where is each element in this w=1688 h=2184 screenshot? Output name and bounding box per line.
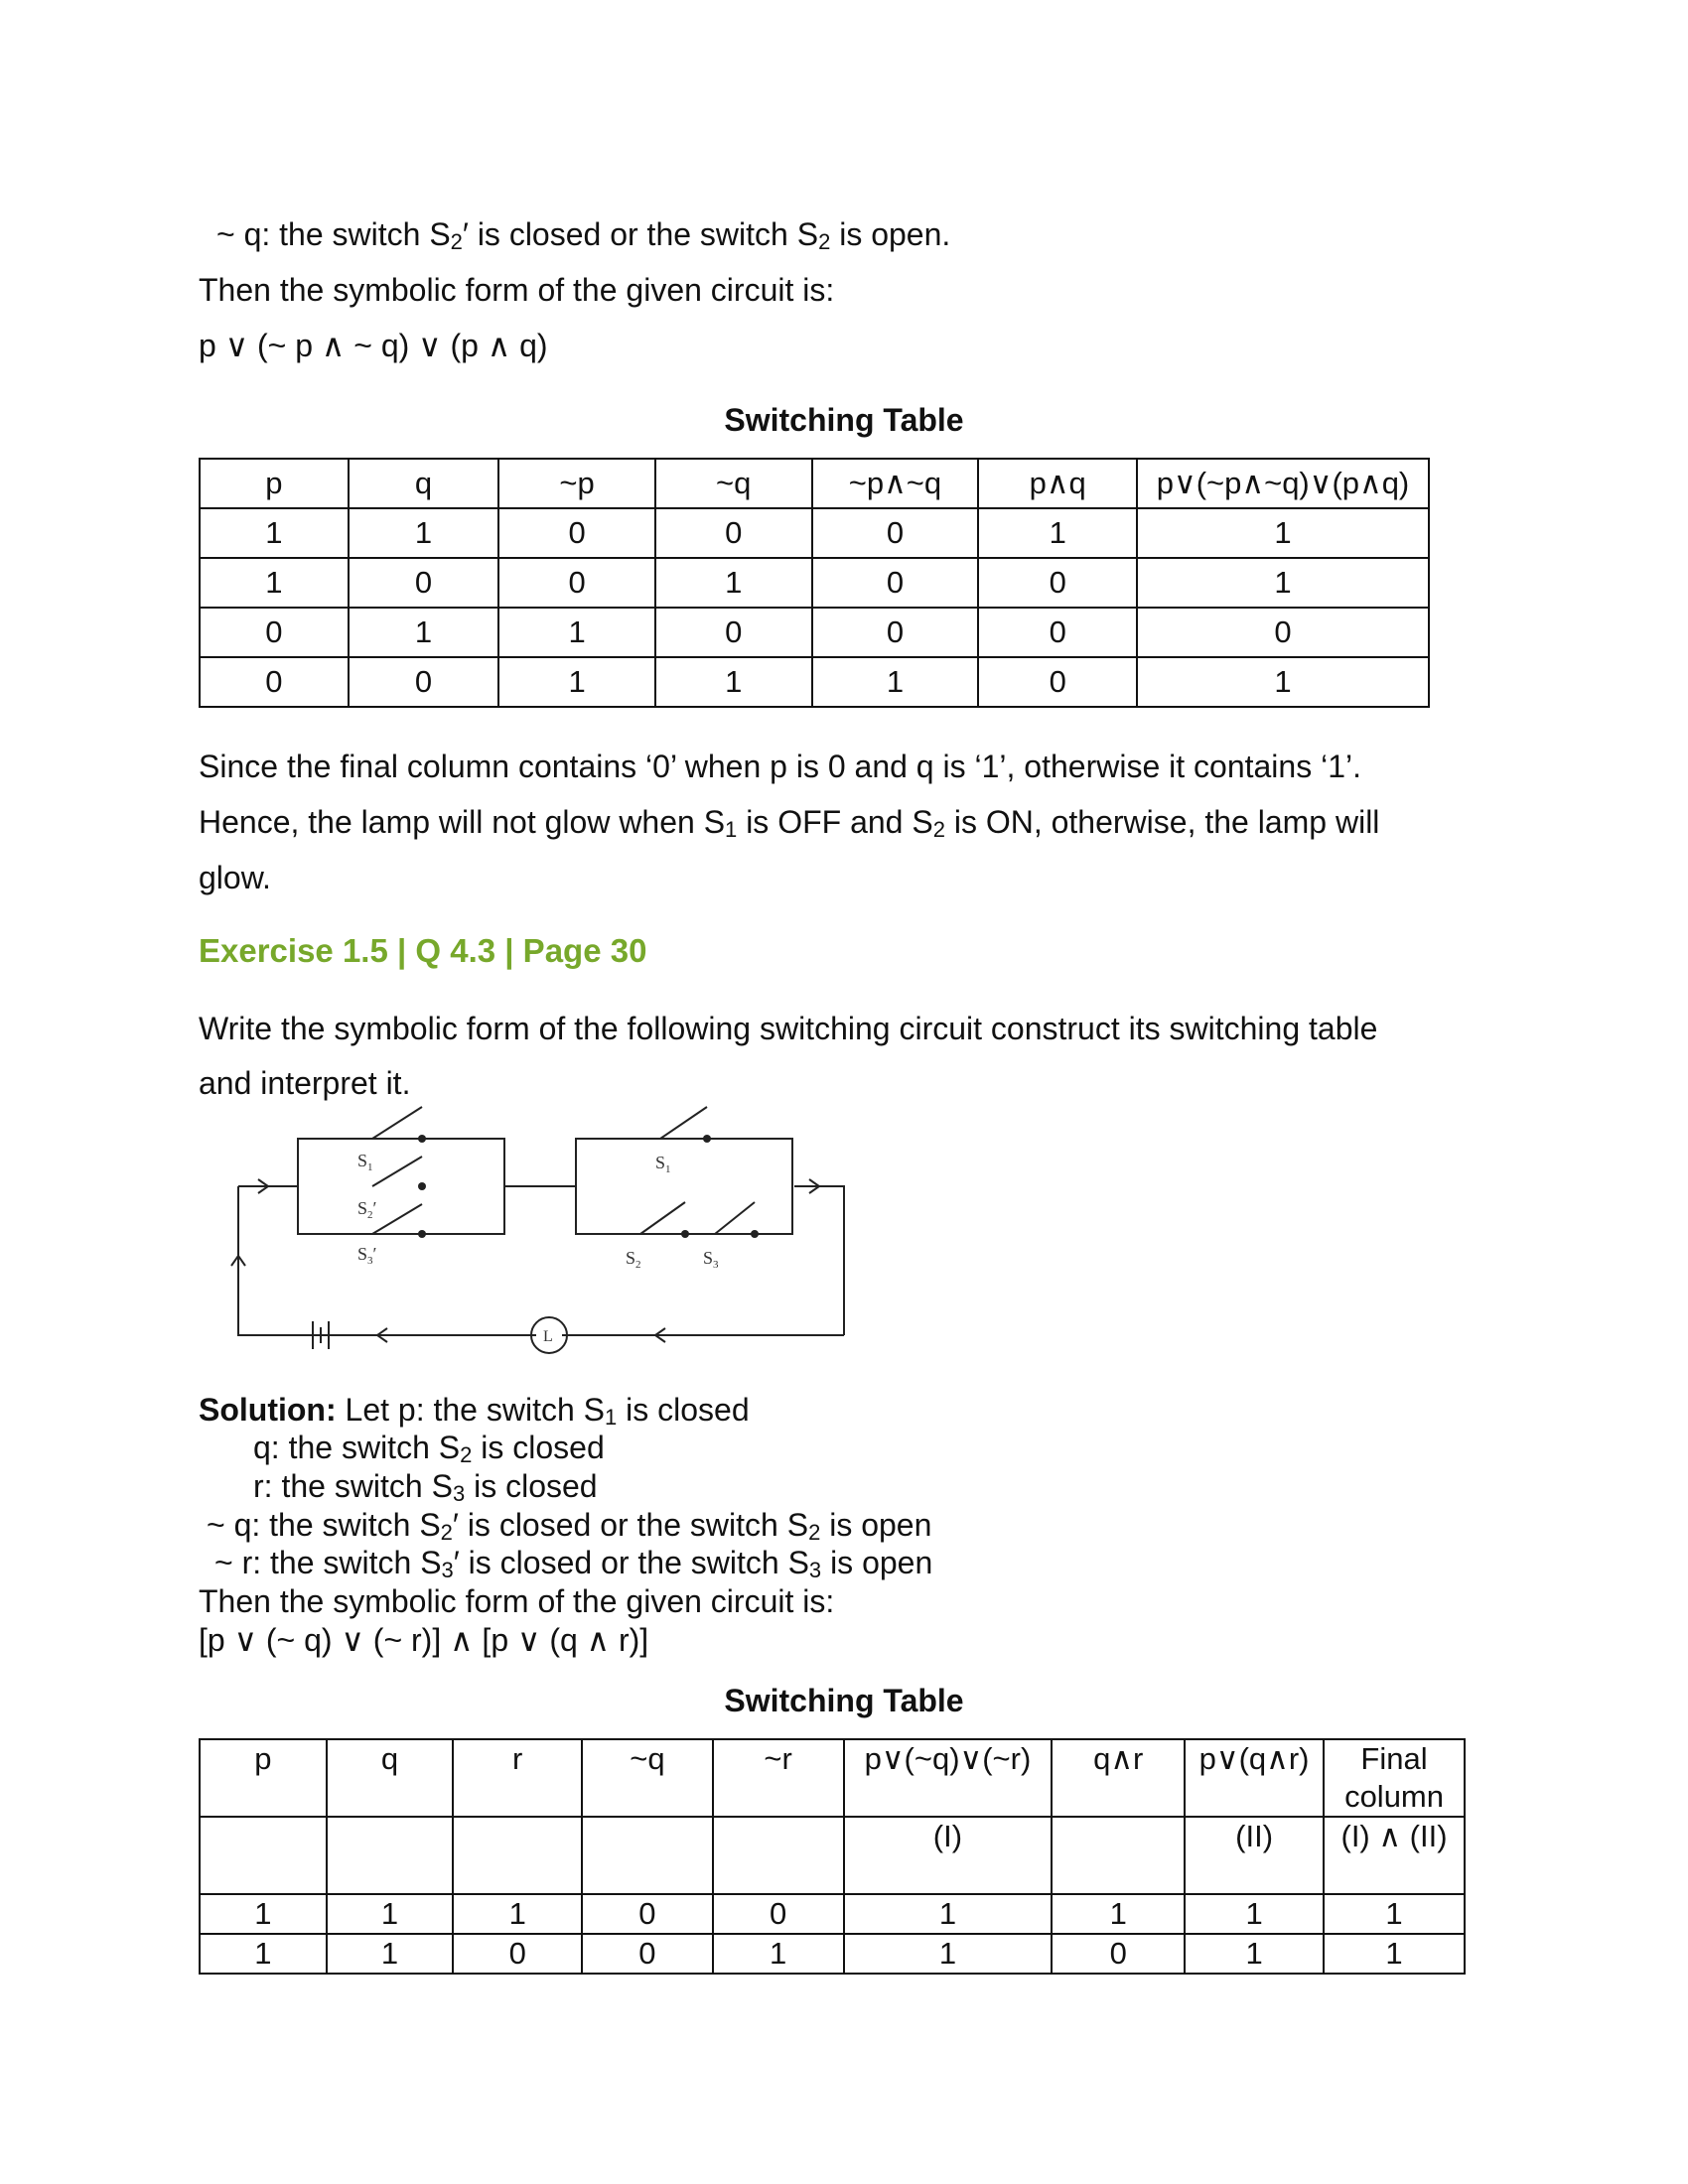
- table-row: [200, 608, 1429, 657]
- table-cell: 1: [200, 508, 349, 558]
- switch-contact: [751, 1230, 759, 1238]
- table2-header-cell: p∨(q∧r): [1185, 1739, 1324, 1817]
- table-cell: 1: [1137, 508, 1429, 558]
- table2-header-cell: ~q: [582, 1739, 713, 1817]
- table-cell: 0: [978, 608, 1137, 657]
- intro-line-2: Then the symbolic form of the given circuit is:: [199, 272, 835, 308]
- table1-header-cell: p∧q: [978, 459, 1137, 508]
- solution-label: Solution:: [199, 1392, 337, 1428]
- table-cell: 1: [327, 1894, 454, 1934]
- switching-circuit-diagram: [218, 1097, 874, 1365]
- switch-s2p-blade: [372, 1157, 422, 1186]
- table-row: [200, 558, 1429, 608]
- table2-subheader-cell: (II): [1185, 1817, 1324, 1894]
- table-cell: 1: [349, 508, 499, 558]
- table2-title: Switching Table: [724, 1683, 964, 1718]
- table2-header-row: [200, 1739, 1465, 1817]
- table2-subheader-cell: (I) ∧ (II): [1324, 1817, 1465, 1894]
- intro-line-1: ~ q: the switch $S_2'$ is closed or the switch $S_2$ is open.: [216, 216, 951, 254]
- table-cell: 0: [498, 558, 655, 608]
- table-cell: 0: [349, 657, 499, 707]
- lamp-label: L: [543, 1328, 553, 1345]
- table-cell: 0: [200, 608, 349, 657]
- solution-formula: [p ∨ (~ q) ∨ (~ r)] ∧ [p ∨ (q ∧ r)]: [199, 1622, 649, 1658]
- table2-subheader-cell: [200, 1817, 327, 1894]
- switch-label-s1-right: $S_1$: [655, 1153, 671, 1175]
- table-cell: 0: [655, 508, 812, 558]
- table-cell: 0: [812, 608, 979, 657]
- table2-header-cell: ~r: [713, 1739, 844, 1817]
- table2-subheader-cell: [582, 1817, 713, 1894]
- table-cell: 1: [1052, 1894, 1185, 1934]
- table-cell: 1: [1137, 657, 1429, 707]
- table-cell: 0: [349, 558, 499, 608]
- table-cell: 1: [655, 558, 812, 608]
- table-cell: 1: [200, 1894, 327, 1934]
- table2-subheader-cell: [713, 1817, 844, 1894]
- table-cell: 1: [200, 1934, 327, 1974]
- table1-header-cell: ~p: [498, 459, 655, 508]
- table-row: [200, 508, 1429, 558]
- switch-contact: [418, 1182, 426, 1190]
- interpretation-line-1: Since the final column contains ‘0’ when p is 0 and q is ‘1’, otherwise it contains ‘1’.: [199, 749, 1361, 784]
- table-cell: 0: [812, 508, 979, 558]
- parallel-block-right: [576, 1139, 792, 1234]
- question-line-1: Write the symbolic form of the following switching circuit construct its switching table: [199, 1011, 1378, 1046]
- table2-header-cell: p: [200, 1739, 327, 1817]
- table2-subheader-row: [200, 1817, 1465, 1894]
- table-cell: 1: [655, 657, 812, 707]
- table-cell: 1: [327, 1934, 454, 1974]
- table-cell: 1: [978, 508, 1137, 558]
- table-cell: 0: [582, 1934, 713, 1974]
- interpretation-line-2: Hence, the lamp will not glow when $S_1$ is OFF and $S_2$ is ON, otherwise, the lamp will: [199, 804, 1380, 842]
- table-cell: 1: [1324, 1934, 1465, 1974]
- table1-header-cell: p: [200, 459, 349, 508]
- table-cell: 0: [1137, 608, 1429, 657]
- table-cell: 1: [1324, 1894, 1465, 1934]
- table-cell: 1: [713, 1934, 844, 1974]
- switch-s1-blade: [372, 1107, 422, 1139]
- table-cell: 0: [200, 657, 349, 707]
- switch-contact: [418, 1230, 426, 1238]
- table2-header-cell: p∨(~q)∨(~r): [844, 1739, 1053, 1817]
- table-cell: 1: [498, 657, 655, 707]
- table1-header-cell: ~p∧~q: [812, 459, 979, 508]
- solution-line-1: Solution: Let p: the switch $S_1$ is closed: [199, 1392, 750, 1430]
- table2-header-cell: q∧r: [1052, 1739, 1185, 1817]
- table-row: [200, 1934, 1465, 1974]
- exercise-heading: Exercise 1.5 | Q 4.3 | Page 30: [199, 932, 647, 969]
- table-cell: 1: [844, 1934, 1053, 1974]
- table-cell: 1: [349, 608, 499, 657]
- switch-s1-right-blade: [660, 1107, 707, 1139]
- table-cell: 0: [713, 1894, 844, 1934]
- table-cell: 0: [978, 657, 1137, 707]
- switch-s3p-blade: [372, 1204, 422, 1234]
- switch-contact: [681, 1230, 689, 1238]
- solution-line-4: ~ q: the switch $S_2'$ is closed or the switch $S_2$ is open: [207, 1507, 932, 1545]
- table-cell: 0: [655, 608, 812, 657]
- table2-header-cell: r: [453, 1739, 582, 1817]
- switch-s2-blade: [640, 1202, 685, 1234]
- solution-line-3: r: the switch $S_3$ is closed: [253, 1468, 598, 1506]
- table1-header-cell: q: [349, 459, 499, 508]
- table1-header-cell: p∨(~p∧~q)∨(p∧q): [1137, 459, 1429, 508]
- table-cell: 1: [453, 1894, 582, 1934]
- table-cell: 1: [812, 657, 979, 707]
- switch-label-s2-prime: $S_2'$: [357, 1198, 377, 1221]
- table2-header-cell: q: [327, 1739, 454, 1817]
- table2-subheader-cell: [1052, 1817, 1185, 1894]
- table2-header-cell: Final column: [1324, 1739, 1465, 1817]
- table-cell: 1: [1137, 558, 1429, 608]
- switching-table-1: [199, 458, 1430, 708]
- switch-label-s1: $S_1$: [357, 1151, 373, 1173]
- table-row: [200, 1894, 1465, 1934]
- table-cell: 1: [1185, 1894, 1324, 1934]
- table-row: [200, 657, 1429, 707]
- table-cell: 0: [978, 558, 1137, 608]
- table2-subheader-cell: [327, 1817, 454, 1894]
- switch-contact: [703, 1135, 711, 1143]
- table-cell: 0: [812, 558, 979, 608]
- table-cell: 1: [498, 608, 655, 657]
- switch-label-s3-prime: $S_3'$: [357, 1244, 377, 1267]
- switch-contact: [418, 1135, 426, 1143]
- table1-title: Switching Table: [724, 402, 964, 438]
- table-cell: 1: [200, 558, 349, 608]
- table-cell: 1: [844, 1894, 1053, 1934]
- interpretation-line-3: glow.: [199, 860, 271, 895]
- table-cell: 0: [1052, 1934, 1185, 1974]
- parallel-block-left: [298, 1139, 504, 1234]
- table-cell: 0: [498, 508, 655, 558]
- solution-line-6: Then the symbolic form of the given circuit is:: [199, 1583, 835, 1619]
- switch-label-s2: $S_2$: [626, 1248, 641, 1271]
- table-cell: 0: [582, 1894, 713, 1934]
- table-cell: 0: [453, 1934, 582, 1974]
- table2-subheader-cell: [453, 1817, 582, 1894]
- intro-formula: p ∨ (~ p ∧ ~ q) ∨ (p ∧ q): [199, 328, 548, 363]
- table2-subheader-cell: (I): [844, 1817, 1053, 1894]
- switch-label-s3: $S_3$: [703, 1248, 719, 1271]
- circuit-wire: [794, 1186, 844, 1335]
- circuit-wire: [238, 1186, 536, 1335]
- switching-table-2: [199, 1738, 1466, 1975]
- solution-line-5: ~ r: the switch $S_3'$ is closed or the switch $S_3$ is open: [214, 1545, 933, 1582]
- switch-s3-blade: [715, 1202, 755, 1234]
- solution-line-2: q: the switch $S_2$ is closed: [253, 1430, 605, 1467]
- table1-header-cell: ~q: [655, 459, 812, 508]
- table-cell: 1: [1185, 1934, 1324, 1974]
- table1-header-row: [200, 459, 1429, 508]
- question-line-2: and interpret it.: [199, 1065, 411, 1101]
